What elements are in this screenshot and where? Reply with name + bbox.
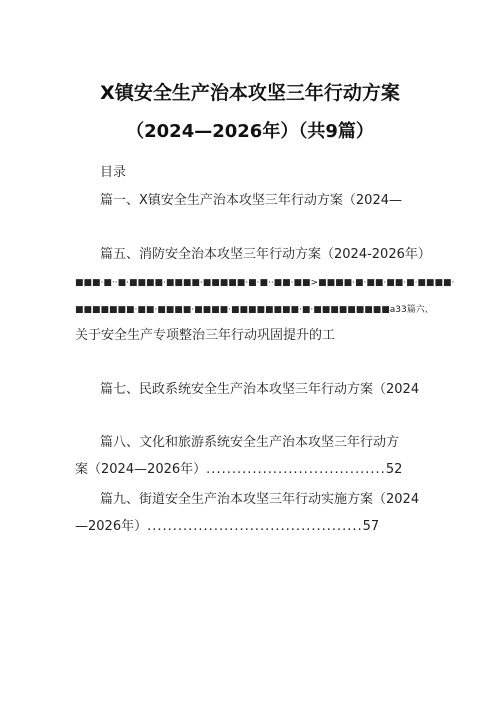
toc-entry-6[interactable]: 关于安全生产专项整治三年行动巩固提升的工 <box>75 328 336 343</box>
toc-garbled-leader-2 <box>75 300 434 319</box>
toc-entry-9[interactable]: 篇九、街道安全生产治本攻坚三年行动实施方案（2024 <box>100 492 420 507</box>
toc-leader-dots: ................................... <box>206 462 386 477</box>
toc-page-number: 52 <box>385 462 403 477</box>
toc-entry-9-cont[interactable] <box>75 518 379 536</box>
toc-garbled-leader-1: ■■■·■··■·■■■■·■■■■·■■■■■·■·■··■■·■■>■■■■·■·■■·■■·■·■■■■· <box>75 278 455 288</box>
toc-entry-1[interactable]: 篇一、X镇安全生产治本攻坚三年行动方案（2024— <box>100 193 402 208</box>
document-title: X镇安全生产治本攻坚三年行动方案 <box>100 82 400 104</box>
toc-heading: 目录 <box>100 165 127 180</box>
toc-entry-8-cont[interactable] <box>75 461 402 479</box>
toc-entry-8[interactable]: 篇八、文化和旅游系统安全生产治本攻坚三年行动方 <box>100 435 400 450</box>
document-subtitle: （2024—2026年）（共9篇） <box>126 121 374 142</box>
toc-page-number: 57 <box>362 519 380 534</box>
toc-entry-8-text: 案（2024—2026年） <box>75 462 207 477</box>
toc-leader-dots: .......................................... <box>147 519 363 534</box>
toc-entry-7[interactable]: 篇七、民政系统安全生产治本攻坚三年行动方案（2024 <box>100 382 420 397</box>
toc-entry-9-text: —2026年） <box>75 519 148 534</box>
toc-entry-5[interactable]: 篇五、消防安全治本攻坚三年行动方案（2024-2026年） <box>100 247 431 262</box>
toc-garbled-blocks: ■■■■■■■·■■·■■■■·■■■■·■■■■■■■■·■·■■■■■■■■■a33篇六、 <box>75 305 434 315</box>
